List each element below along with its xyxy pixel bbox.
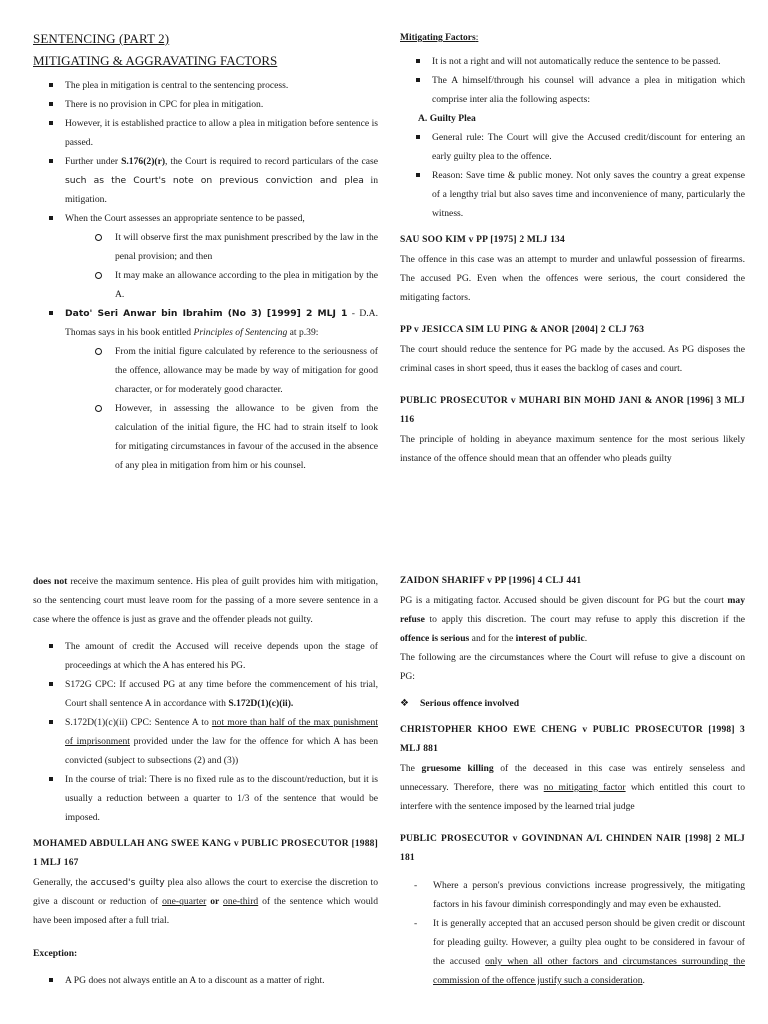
bullet-text: It is generally accepted that an accused person should be given credit or discount for pleading guilty. However, a guilty plea ought to be considered in favour of the accused	[433, 918, 745, 967]
sub-list	[65, 342, 378, 475]
case-heading: PUBLIC PROSECUTOR v MUHARI BIN MOHD JANI & ANOR [1996] 3 MLJ 116	[400, 396, 745, 425]
emphasis-text: or	[206, 896, 224, 907]
list-item: It is not a right and will not automatically reduce the sentence to be passed.	[400, 52, 745, 71]
mitigating-factors-heading	[400, 30, 745, 46]
list-item: A PG does not always entitle an A to a discount as a matter of right.	[33, 971, 378, 990]
paragraph-text: plea also allows the court to exercise the discretion to give a discount or reduction of	[33, 877, 378, 907]
paragraph-text: of the sentence which would have been imposed after a full trial.	[33, 896, 378, 926]
emphasis-text: does not	[33, 576, 68, 587]
case-text: The offence in this case was an attempt to murder and unlawful possession of firearms. The accused PG. Even when the offences were serious, the court considered the mitigating factors.	[400, 254, 745, 303]
exception-list	[33, 971, 378, 990]
page-gap	[0, 512, 768, 558]
list-item: The A himself/through his counsel will advance a plea in mitigation which comprise inter alia the following aspects:	[400, 71, 745, 109]
sub-list-item: However, in assessing the allowance to be given from the calculation of the initial figure, the HC had to strain itself to look for mitigating circumstances in favour of the accused in the absence of any plea in mitigation from him or his counsel.	[85, 399, 378, 475]
underlined-text: no mitigating factor	[543, 782, 626, 793]
underlined-text: only when all other factors and circumstances surrounding the commission of the offence justify such a consideration	[433, 956, 745, 986]
list-item: The plea in mitigation is central to the sentencing process.	[33, 76, 378, 95]
paragraph-text: of the deceased in this case was entirely senseless and unnecessary. Therefore, there was	[400, 763, 745, 793]
continued-paragraph	[33, 572, 378, 629]
top-right-column	[400, 30, 745, 468]
heading-colon: :	[475, 33, 479, 43]
serious-offence-heading	[400, 694, 745, 713]
credit-list	[33, 637, 378, 827]
underlined-text: one-quarter	[162, 896, 207, 907]
case-points-list	[400, 876, 745, 990]
list-item: There is no provision in CPC for plea in mitigation.	[33, 95, 378, 114]
paragraph-text: and for the	[469, 633, 516, 644]
emphasis-text: interest of public	[515, 633, 585, 644]
bullet-text: When the Court assesses an appropriate sentence to be passed,	[65, 213, 305, 224]
handwritten-text: accused's guilty	[90, 877, 165, 888]
mitigating-list	[400, 52, 745, 109]
section-subtitle: MITIGATING & AGGRAVATING FACTORS	[33, 53, 278, 68]
heading-text: Mitigating Factors	[400, 33, 476, 43]
diamond-bullet-icon: ❖	[400, 698, 409, 709]
sub-list	[65, 228, 378, 304]
heading-text: Serious offence involved	[420, 698, 520, 709]
handwritten-text: such as the Court's note on previous conviction and plea	[65, 175, 364, 186]
list-item	[33, 152, 378, 209]
case-reference: Dato' Seri Anwar bin Ibrahim (No 3) [1999] 2 MLJ 1	[65, 308, 348, 319]
bullet-text: S172G CPC: If accused PG at any time before the commencement of his trial, Court shall sentence A in accordance with	[65, 679, 378, 709]
case-heading: CHRISTOPHER KHOO EWE CHENG v PUBLIC PROSECUTOR [1998] 3 MLJ 881	[400, 725, 745, 754]
underlined-text: one-third	[223, 896, 259, 907]
guilty-plea-list	[400, 128, 745, 223]
bullet-text: , the Court is required to record particulars of the case	[165, 156, 378, 167]
case-text	[400, 759, 745, 816]
paragraph-text: PG is a mitigating factor. Accused should be given discount for PG but the court	[400, 595, 728, 606]
bullet-text: at p.39:	[287, 327, 319, 338]
bullet-text: - D.A. Thomas says in his book entitled	[65, 308, 378, 338]
case-text	[33, 873, 378, 930]
list-item	[33, 675, 378, 713]
list-item	[33, 713, 378, 770]
section-reference: S.176(2)(r)	[121, 156, 166, 167]
bullet-text: in mitigation.	[65, 175, 378, 205]
case-text: The principle of holding in abeyance maximum sentence for the most serious likely instance of the offence should mean that an offender who pleads guilty	[400, 434, 745, 464]
bullet-text: provided under the law for the offence for which A has been convicted (subject to subsections (2) and (3))	[65, 736, 378, 766]
paragraph-text: to apply this discretion. The court may refuse to apply this discretion if the	[424, 614, 745, 625]
bottom-left-column	[33, 572, 378, 990]
list-item: Reason: Save time & public money. Not only saves the country a great expense of a lengthy trial but also saves time and inconvenience of many, particularly the witness.	[400, 166, 745, 223]
paragraph-text: receive the maximum sentence. His plea of guilt provides him with mitigation, so the sentencing court must leave room for the passing of a more severe sentence in a case where the offence is just as grave and the offender pleads not guilty.	[33, 576, 379, 625]
list-item	[33, 209, 378, 304]
sub-list-item: From the initial figure calculated by reference to the seriousness of the offence, allowance may be made by way of mitigation for good character, or for moderately good character.	[85, 342, 378, 399]
list-item: In the course of trial: There is no fixed rule as to the discount/reduction, but it is usually a reduction between a quarter to 1/3 of the sentence that would be imposed.	[33, 770, 378, 827]
bullet-text: Further under	[65, 156, 122, 167]
sub-list-item: It will observe first the max punishment prescribed by the law in the penal provision; and then	[85, 228, 378, 266]
page-bottom	[0, 558, 768, 1024]
book-title: Principles of Sentencing	[193, 327, 288, 338]
emphasis-text: offence is serious	[400, 633, 470, 644]
list-item: The amount of credit the Accused will receive depends upon the stage of proceedings at which the A has entered his PG.	[33, 637, 378, 675]
emphasis-text: may refuse	[400, 595, 745, 625]
list-item: General rule: The Court will give the Accused credit/discount for entering an early guilty plea to the offence.	[400, 128, 745, 166]
paragraph-text: which entitled this court to interfere with the sentence imposed by the learned trial judge	[400, 782, 746, 812]
top-left-column	[33, 30, 378, 475]
emphasis-text: gruesome killing	[421, 763, 494, 774]
paragraph-text: .	[584, 633, 588, 644]
case-text: The following are the circumstances where the Court will refuse to give a discount on PG:	[400, 652, 745, 682]
bottom-right-column	[400, 572, 745, 990]
list-item	[400, 914, 745, 990]
case-text	[400, 591, 745, 648]
section-reference: S.172D(1)(c)(ii).	[228, 698, 294, 709]
paragraph-text: Generally, the	[33, 877, 91, 888]
paragraph-text: The	[400, 763, 422, 774]
bullet-text: S.172D(1)(c)(ii) CPC: Sentence A to	[65, 717, 212, 728]
case-text: The court should reduce the sentence for PG made by the accused. As PG disposes the criminal cases in short speed, thus it eases the backlog of cases and court.	[400, 344, 745, 374]
underlined-text: not more than half of the max punishment of imprisonment	[65, 717, 378, 747]
document-title: SENTENCING (PART 2)	[33, 31, 170, 46]
list-item: - Where a person's previous convictions increase progressively, the mitigating factors in his favour diminish correspondingly and may even be exhausted.	[400, 876, 745, 914]
exception-heading: Exception:	[33, 948, 78, 959]
list-item	[33, 304, 378, 475]
guilty-plea-subheading: A. Guilty Plea	[418, 113, 476, 124]
case-heading: ZAIDON SHARIFF v PP [1996] 4 CLJ 441	[400, 576, 582, 586]
case-heading: MOHAMED ABDULLAH ANG SWEE KANG v PUBLIC PROSECUTOR [1988] 1 MLJ 167	[33, 839, 378, 868]
case-heading: PUBLIC PROSECUTOR v GOVINDNAN A/L CHINDEN NAIR [1998] 2 MLJ 181	[400, 834, 745, 863]
case-heading: SAU SOO KIM v PP [1975] 2 MLJ 134	[400, 235, 565, 245]
intro-bullet-list	[33, 76, 378, 475]
sub-list-item: It may make an allowance according to the plea in mitigation by the A.	[85, 266, 378, 304]
case-heading: PP v JESICCA SIM LU PING & ANOR [2004] 2 CLJ 763	[400, 325, 645, 335]
bullet-text: .	[642, 975, 645, 986]
list-item: However, it is established practice to allow a plea in mitigation before sentence is passed.	[33, 114, 378, 152]
